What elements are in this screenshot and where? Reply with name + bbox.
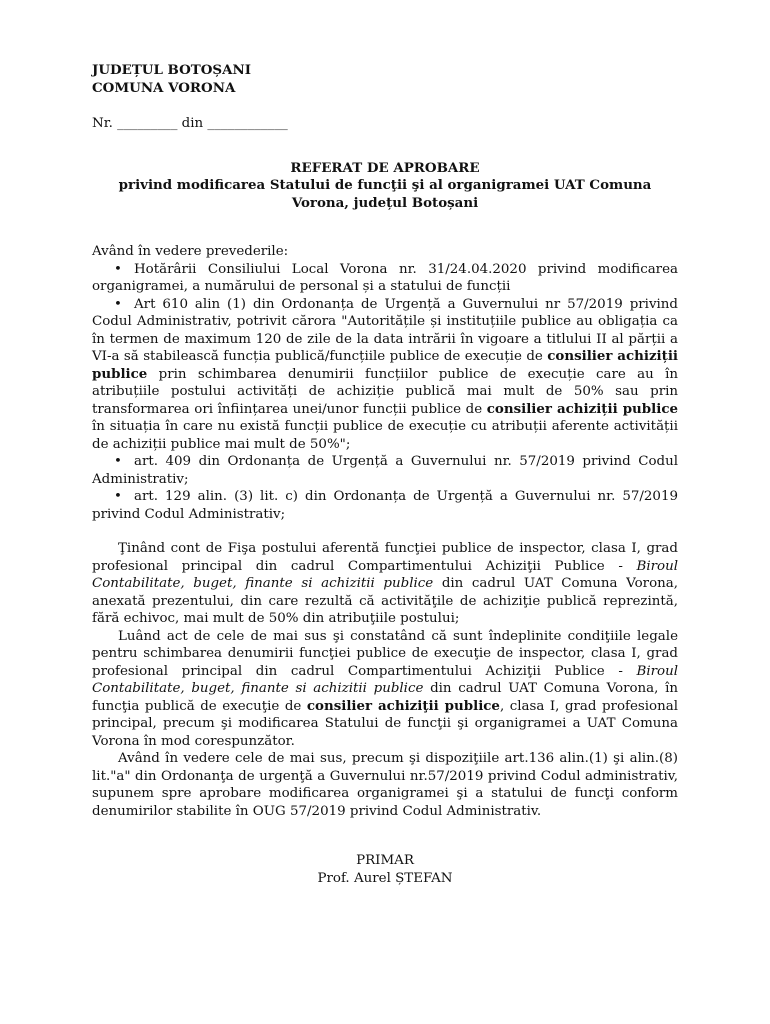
bullet-text: prin schimbarea denumirii funcțiilor publice de execuție care au în atribuțiile postului activități de achiziție publică mai mult de 50% sau prin transformarea ori înființarea unei/unor funcții publice de	[92, 366, 678, 417]
signature-block	[92, 852, 678, 887]
registration-number-line: Nr. _________ din ____________	[92, 116, 288, 131]
bullet-icon: •	[114, 454, 122, 469]
paragraph-fisa-postului	[92, 540, 678, 628]
bold-term: consilier achiziţii publice	[306, 697, 500, 714]
county-name: JUDEȚUL BOTOȘANI	[92, 62, 251, 78]
paragraph-luand-act	[92, 628, 678, 751]
paragraph-text: din cadrul UAT Comuna Vorona, anexată prezentului, din care rezultă că activităţile de achiziţie publică reprezintă, fără echivoc, mai mult de 50% din atribuţiile postului;	[92, 576, 678, 626]
bullet-icon: •	[114, 296, 122, 312]
bold-term: consilier achiziții publice	[486, 400, 679, 417]
bullet-icon: •	[114, 489, 122, 504]
italic-department: Biroul Contabilitate, buget, finante si achizitii publice	[92, 558, 678, 591]
paragraph-conclusion: Având în vedere cele de mai sus, precum şi dispoziţiile art.136 alin.(1) şi alin.(8) lit."a" din Ordonanţa de urgenţă a Guvernului nr.57/2019 privind Codul administrativ, supunem spre aprobare modificarea organigramei şi a statului de funcţi conform denumirilor stabilite în OUG 57/2019 privind Codul Administrativ.	[92, 751, 678, 819]
bullet-text: Art 610 alin (1) din Ordonanța de Urgență a Guvernului nr 57/2019 privind Codul Administrativ, potrivit cărora "Autoritățile și instituțiile publice au obligația ca în termen de maximum 120 de zile de la data intrării în vigoare a titlului II al părții a VI-a să stabilească funcția publică/funcțiile publice de execuție de	[92, 296, 678, 364]
document-subtitle: privind modificarea Statului de funcţii şi al organigramei UAT Comuna Vorona, județul Botoșani	[118, 177, 652, 211]
commune-name: COMUNA VORONA	[92, 79, 236, 96]
paragraph-text: din cadrul UAT Comuna Vorona, în funcţia publică de execuţie de	[92, 681, 678, 714]
bold-term: consilier achiziții publice	[92, 348, 679, 382]
italic-department: Biroul Contabilitate, buget, finante si achizitii publice	[92, 663, 678, 696]
paragraph-text: Ţinând cont de Fişa postului aferentă funcţiei publice de inspector, clasa I, grad profesional principal din cadrul Compartimentului Achiziţii Publice -	[92, 541, 678, 574]
document-header	[92, 62, 678, 97]
bullet-icon: •	[114, 261, 122, 277]
bullet-text: Hotărârii Consiliului Local Vorona nr. 31/24.04.2020 privind modificarea organigramei, a numărului de personal și a statului de funcții	[92, 261, 678, 294]
bullet-item-art129	[92, 488, 678, 523]
bullet-text: art. 129 alin. (3) lit. c) din Ordonanța de Urgență a Guvernului nr. 57/2019 privind Codul Administrativ;	[92, 489, 678, 522]
bullet-text: art. 409 din Ordonanța de Urgență a Guvernului nr. 57/2019 privind Codul Administrativ;	[92, 454, 678, 487]
bullet-text: în situația în care nu există funcții publice de execuție cu atribuții aferente activității de achiziții publice mai mult de 50%";	[92, 419, 678, 452]
bullet-item-hcl	[92, 261, 678, 296]
document-title: REFERAT DE APROBARE	[290, 159, 480, 176]
paragraph-text: , clasa I, grad profesional principal, precum şi modificarea Statului de funcţii şi organigramei a UAT Comuna Vorona în mod corespunzător.	[92, 698, 679, 749]
bullet-item-art409	[92, 453, 678, 488]
document-title-block	[92, 160, 678, 213]
bullet-item-art610	[92, 296, 678, 454]
intro-line: Având în vedere prevederile:	[92, 244, 289, 259]
document-page	[92, 62, 678, 887]
signature-role: PRIMAR	[356, 853, 414, 868]
signature-name: Prof. Aurel ȘTEFAN	[317, 870, 453, 886]
paragraph-text: Luând act de cele de mai sus şi constatând că sunt îndeplinite condiţiile legale pentru schimbarea denumirii funcţiei publice de execuţie de inspector, clasa I, grad profesional principal din cadrul Compartimentului Achiziţii Publice -	[92, 628, 678, 679]
